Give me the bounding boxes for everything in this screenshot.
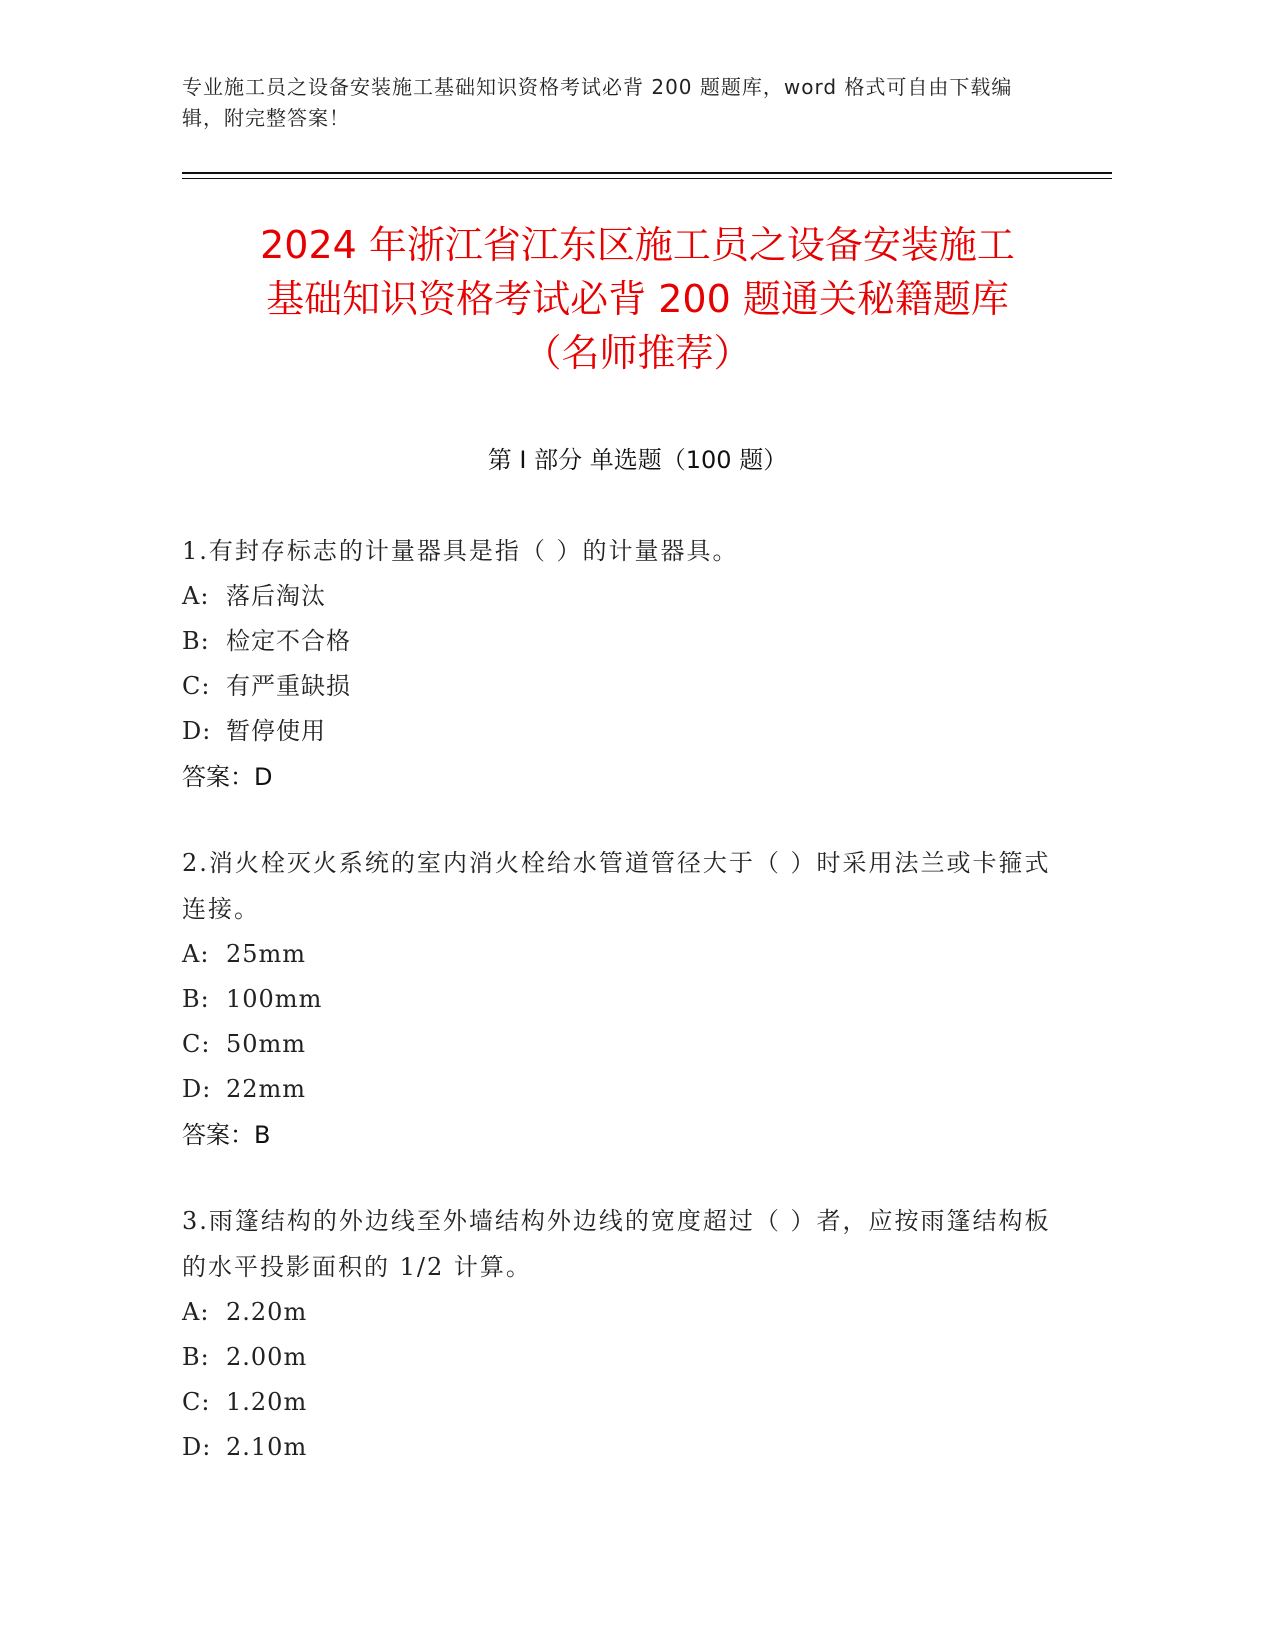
option-text: 100mm bbox=[226, 985, 323, 1013]
option-text: 50mm bbox=[226, 1030, 307, 1058]
question-2 bbox=[182, 840, 1062, 1158]
header-note: 专业施工员之设备安装施工基础知识资格考试必背 200 题题库，word 格式可自由下载编辑，附完整答案！ bbox=[182, 75, 1013, 130]
option-letter: B: bbox=[182, 627, 210, 655]
option-letter: C: bbox=[182, 672, 211, 700]
option-b bbox=[182, 619, 1062, 664]
answer-line: 答案：B bbox=[182, 1121, 271, 1149]
question-stem: 1.有封存标志的计量器具是指（ ）的计量器具。 bbox=[182, 537, 739, 565]
option-c bbox=[182, 664, 1062, 709]
option-text: 检定不合格 bbox=[226, 627, 351, 655]
option-letter: B: bbox=[182, 985, 210, 1013]
option-text: 暂停使用 bbox=[226, 717, 326, 745]
option-text: 22mm bbox=[226, 1075, 307, 1103]
option-text: 2.20m bbox=[226, 1298, 308, 1326]
section-title: 第 I 部分 单选题（100 题） bbox=[487, 446, 788, 474]
option-a bbox=[182, 1290, 1062, 1335]
option-letter: A: bbox=[182, 940, 210, 968]
option-c bbox=[182, 1380, 1062, 1425]
question-list bbox=[182, 528, 1062, 1510]
option-text: 落后淘汰 bbox=[226, 582, 326, 610]
option-text: 2.00m bbox=[226, 1343, 308, 1371]
question-3 bbox=[182, 1198, 1062, 1470]
answer-line: 答案：D bbox=[182, 763, 273, 791]
option-text: 1.20m bbox=[226, 1388, 308, 1416]
question-1 bbox=[182, 528, 1062, 800]
option-letter: D: bbox=[182, 717, 212, 745]
option-letter: A: bbox=[182, 1298, 210, 1326]
title-line-3: （名师推荐） bbox=[523, 331, 752, 375]
option-d bbox=[182, 709, 1062, 754]
option-letter: A: bbox=[182, 582, 210, 610]
header-divider-thick bbox=[182, 172, 1112, 174]
option-a bbox=[182, 574, 1062, 619]
option-letter: C: bbox=[182, 1030, 211, 1058]
option-text: 2.10m bbox=[226, 1433, 308, 1461]
option-d bbox=[182, 1067, 1062, 1112]
option-c bbox=[182, 1022, 1062, 1067]
document-title bbox=[150, 218, 1125, 380]
option-b bbox=[182, 1335, 1062, 1380]
option-letter: D: bbox=[182, 1075, 212, 1103]
title-line-2: 基础知识资格考试必背 200 题通关秘籍题库 bbox=[266, 277, 1009, 321]
option-letter: B: bbox=[182, 1343, 210, 1371]
question-stem: 3.雨篷结构的外边线至外墙结构外边线的宽度超过（ ）者，应按雨篷结构板的水平投影面积的 1/2 计算。 bbox=[182, 1207, 1051, 1281]
question-stem: 2.消火栓灭火系统的室内消火栓给水管道管径大于（ ）时采用法兰或卡箍式连接。 bbox=[182, 849, 1051, 923]
option-d bbox=[182, 1425, 1062, 1470]
option-letter: D: bbox=[182, 1433, 212, 1461]
option-letter: C: bbox=[182, 1388, 211, 1416]
option-text: 有严重缺损 bbox=[226, 672, 351, 700]
option-b bbox=[182, 977, 1062, 1022]
option-a bbox=[182, 932, 1062, 977]
option-text: 25mm bbox=[226, 940, 307, 968]
title-line-1: 2024 年浙江省江东区施工员之设备安装施工 bbox=[260, 223, 1015, 267]
header-divider-thin bbox=[182, 178, 1112, 179]
